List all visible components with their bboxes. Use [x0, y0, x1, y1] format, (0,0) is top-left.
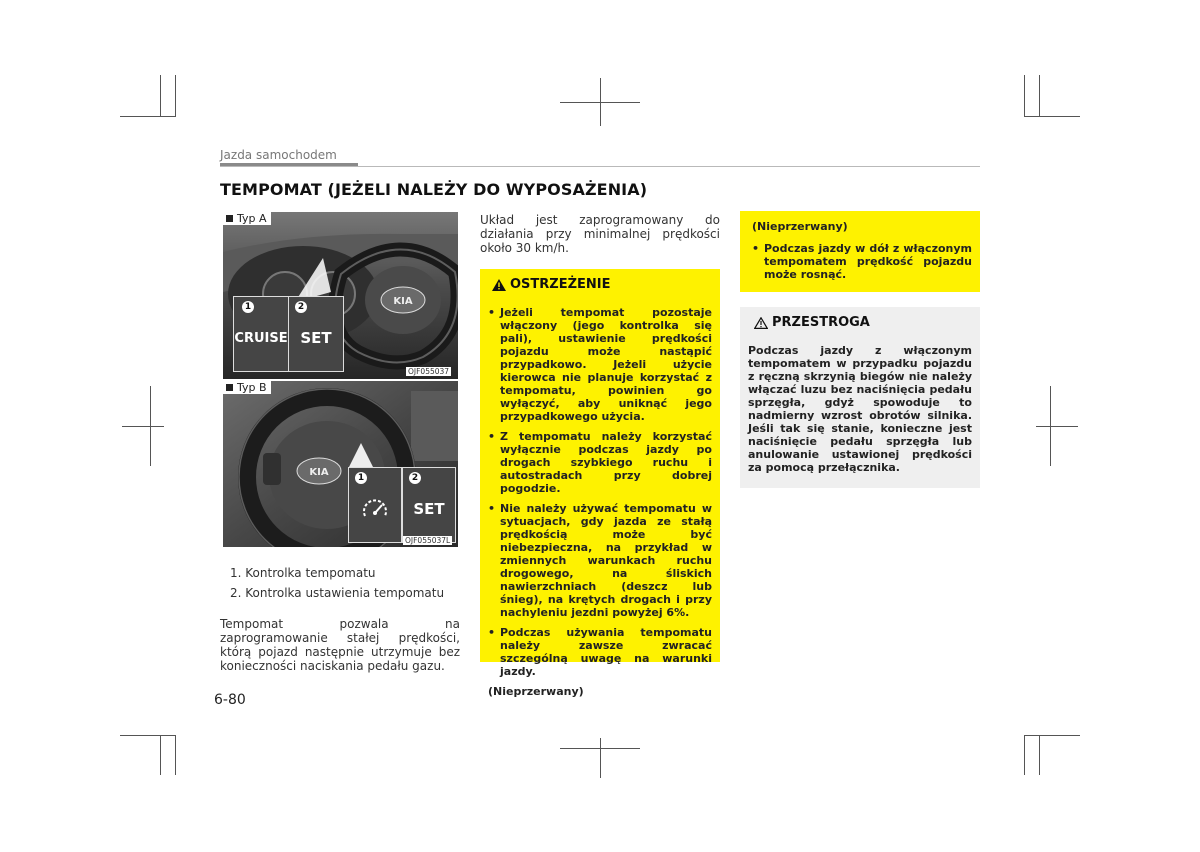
crop-mark: [175, 735, 176, 775]
cruise-label: CRUISE: [234, 331, 288, 346]
continued-label: (Nieprzerwany): [752, 220, 848, 233]
crop-mark: [1024, 735, 1025, 775]
caution-triangle-icon: [754, 317, 768, 329]
crop-mark: [122, 426, 164, 427]
page-title: TEMPOMAT (JEŻELI NALEŻY DO WYPOSAŻENIA): [220, 180, 648, 199]
warning-title: OSTRZEŻENIE: [492, 277, 712, 292]
figure-b-photo: [223, 381, 458, 547]
body-paragraph: Tempomat pozwala na zaprogramowanie stałej prędkości, którą pojazd następnie utrzymuje bez konieczności naciskania pedału gazu.: [220, 617, 460, 673]
warning-item: • Podczas używania tempomatu należy zawsze zwracać szczególną uwagę na warunki jazdy.: [488, 626, 712, 678]
legend-item-2: 2. Kontrolka ustawienia tempomatu: [230, 586, 445, 600]
crop-mark: [160, 75, 161, 116]
cruise-indicator: [233, 296, 289, 372]
warning-item: • Jeżeli tempomat pozostaje włączony (jego kontrolka się pali), ustawienie prędkości pojazdu może nastąpić przypadkowo. Jeżeli użycie kierowca nie planuje korzystać z tempomatu, powinien go wyłączyć, aby uniknąć jego przypadkowego użycia.: [488, 306, 712, 423]
square-bullet-icon: [226, 215, 233, 222]
figure-code-a: OJF055037: [408, 367, 450, 376]
caution-title: PRZESTROGA: [754, 315, 972, 330]
crop-mark: [1024, 116, 1080, 117]
warning-continued-box: [740, 211, 980, 292]
set-label: SET: [300, 329, 332, 347]
speedometer-icon: [361, 496, 389, 522]
crop-mark: [1024, 735, 1080, 736]
figure-code-b: OJF055037L: [405, 536, 451, 545]
square-bullet-icon: [226, 384, 233, 391]
cruise-indicator: [348, 467, 402, 543]
marker-1: 1: [242, 301, 254, 313]
crop-mark: [1039, 75, 1040, 116]
body-paragraph: Układ jest zaprogramowany do działania przy minimalnej prędkości około 30 km/h.: [480, 213, 720, 255]
crop-mark: [160, 735, 161, 775]
crop-mark: [120, 735, 176, 736]
section-label: Jazda samochodem: [220, 148, 337, 162]
set-indicator: [288, 296, 344, 372]
crop-mark: [120, 116, 176, 117]
crop-mark: [560, 102, 640, 103]
crop-mark: [560, 748, 640, 749]
svg-text:KIA: KIA: [309, 467, 329, 478]
warning-item: • Nie należy używać tempomatu w sytuacjach, gdy jazda ze stałą prędkością może być niebezpieczna, na przykład w zmiennych warunkach ruchu drogowego, na śliskich nawierzchniach (deszcz lub śnieg), na krętych drogach i przy nachyleniu jezdni powyżej 6%.: [488, 502, 712, 619]
svg-text:KIA: KIA: [393, 296, 413, 307]
warning-item: • Z tempomatu należy korzystać wyłącznie podczas jazdy po drogach szybkiego ruchu i autostradach przy dobrej pogodzie.: [488, 430, 712, 495]
crop-mark: [600, 738, 601, 778]
figure-label-a: Typ A: [223, 212, 271, 225]
crop-mark: [1024, 75, 1025, 116]
set-indicator: [402, 467, 456, 543]
warning-box: [480, 269, 720, 698]
marker-1: 1: [355, 472, 367, 484]
caution-box: [740, 307, 980, 488]
figure-a-photo: [223, 212, 458, 379]
marker-2: 2: [409, 472, 421, 484]
continued-label: (Nieprzerwany): [488, 685, 584, 698]
crop-mark: [1036, 426, 1078, 427]
set-label: SET: [413, 500, 445, 518]
warning-item: • Podczas jazdy w dół z włączonym tempomatem prędkość pojazdu może rosnąć.: [752, 242, 972, 281]
legend-item-1: 1. Kontrolka tempomatu: [230, 566, 376, 580]
page-number: 6-80: [214, 692, 246, 708]
figure-label-b: Typ B: [223, 381, 271, 394]
caution-text: Podczas jazdy z włączonym tempomatem w przypadku pojazdu z ręczną skrzynią biegów nie należy włączać luzu bez naciśnięcia pedału sprzęgła, gdyż spowoduje to nadmierny wzrost obrotów silnika. Jeśli tak się stanie, konieczne jest naciśnięcie pedału sprzęgła lub anulowanie ustawionej prędkości za pomocą przełącznika.: [748, 344, 972, 474]
crop-mark: [175, 75, 176, 116]
section-rule: [220, 166, 980, 167]
crop-mark: [1039, 735, 1040, 775]
warning-triangle-icon: [492, 279, 506, 291]
marker-2: 2: [295, 301, 307, 313]
